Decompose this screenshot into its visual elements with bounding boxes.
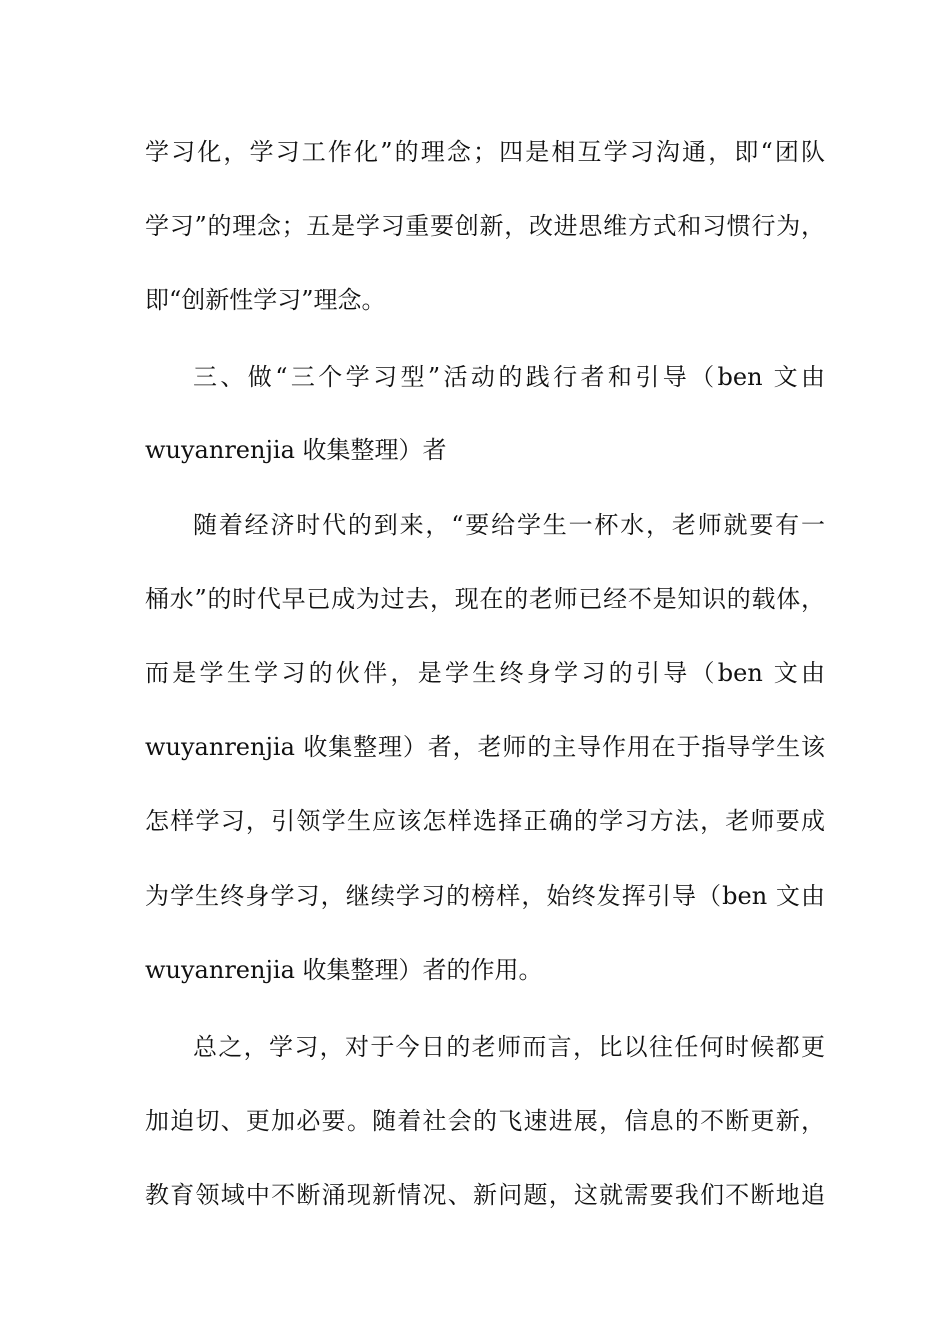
text-line: 学习”的理念；五是学习重要创新，改进思维方式和习惯行为， (145, 212, 825, 240)
text-line: 教育领域中不断涌现新情况、新问题，这就需要我们不断地追 (145, 1181, 825, 1209)
section-heading-line: 三、做“三个学习型”活动的践行者和引导（ben 文由 (193, 363, 825, 391)
text-line: 学习化，学习工作化”的理念；四是相互学习沟通，即“团队 (145, 138, 825, 166)
text-line: 怎样学习，引领学生应该怎样选择正确的学习方法，老师要成 (145, 807, 825, 835)
text-line: 即“创新性学习”理念。 (145, 286, 386, 314)
section-heading-line: wuyanrenjia 收集整理）者 (145, 436, 447, 464)
text-line: 加迫切、更加必要。随着社会的飞速进展，信息的不断更新， (145, 1107, 825, 1135)
text-line: wuyanrenjia 收集整理）者的作用。 (145, 956, 543, 984)
text-line: wuyanrenjia 收集整理）者，老师的主导作用在于指导学生该 (145, 733, 825, 761)
text-line: 随着经济时代的到来，“要给学生一杯水，老师就要有一 (193, 511, 825, 539)
text-line: 而是学生学习的伙伴，是学生终身学习的引导（ben 文由 (145, 659, 825, 687)
text-line: 为学生终身学习，继续学习的榜样，始终发挥引导（ben 文由 (145, 882, 825, 910)
text-line: 桶水”的时代早已成为过去，现在的老师已经不是知识的载体， (145, 585, 825, 613)
text-line: 总之，学习，对于今日的老师而言，比以往任何时候都更 (193, 1033, 825, 1061)
